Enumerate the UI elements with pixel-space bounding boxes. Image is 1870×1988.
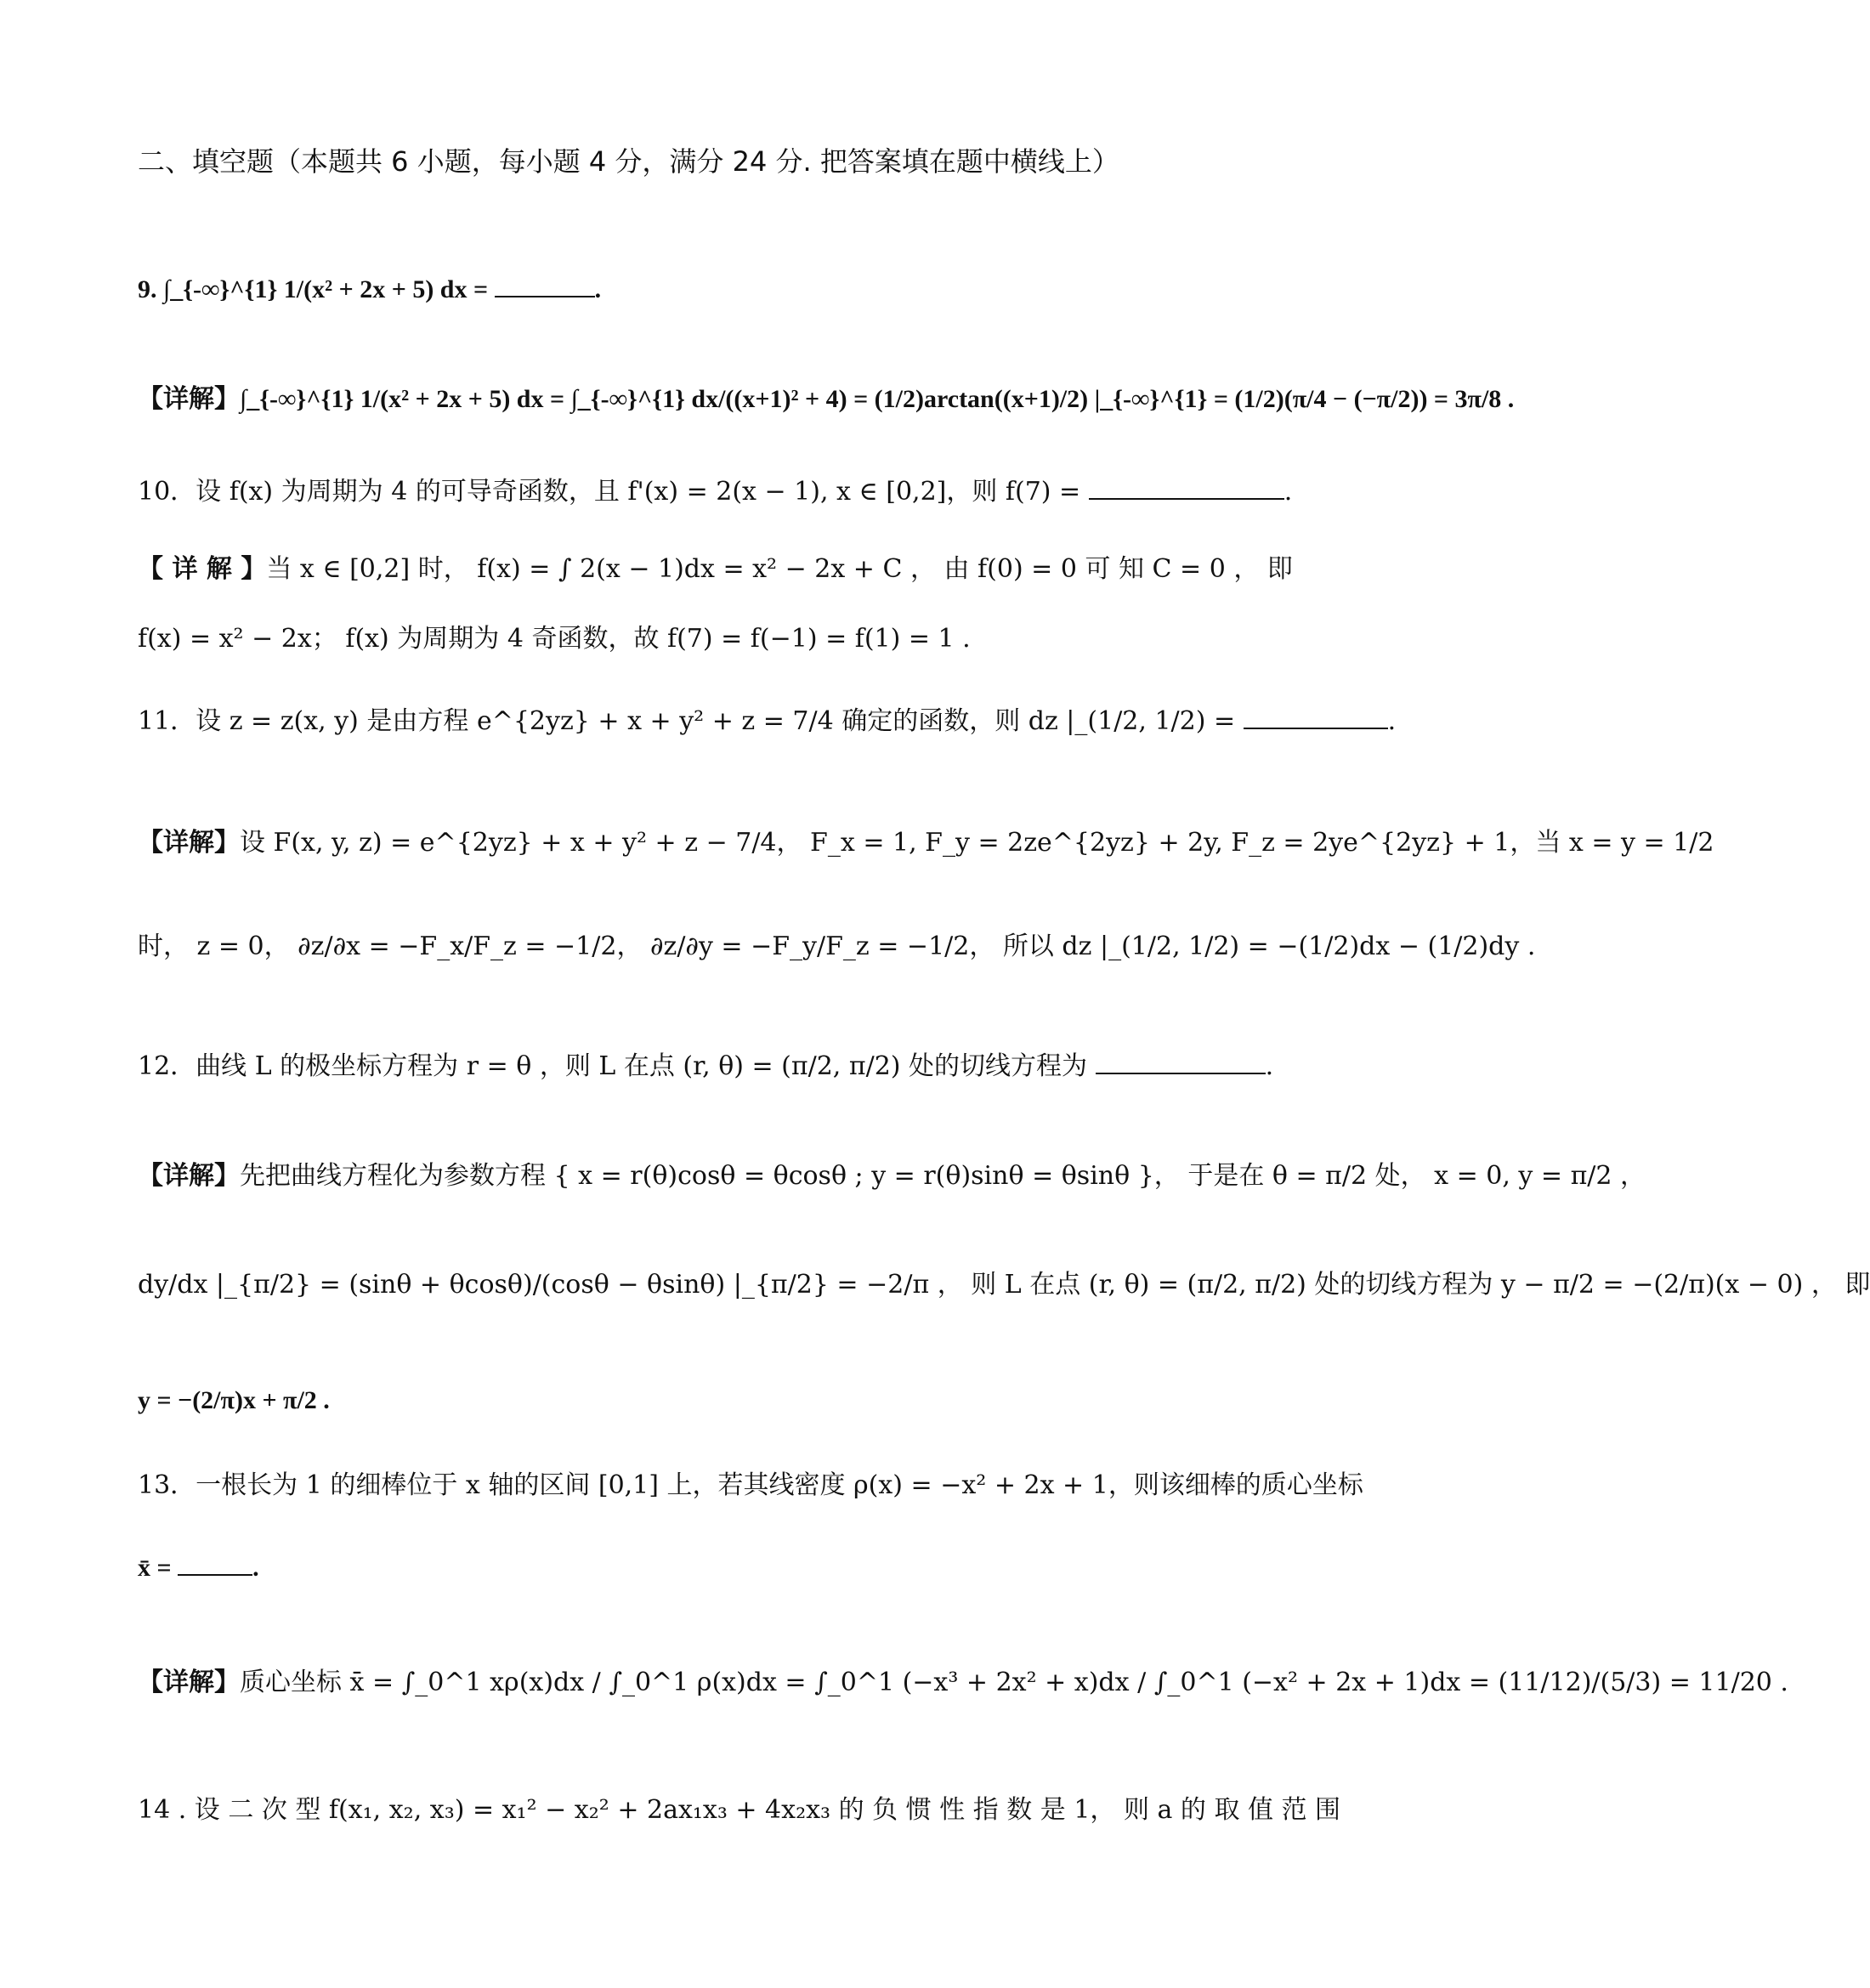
problem-10-text: 10．设 f(x) 为周期为 4 的可导奇函数，且 f'(x) = 2(x − 1), x ∈ [0,2]，则 f(7) =: [138, 477, 1081, 507]
section-heading: 二、填空题（本题共 6 小题，每小题 4 分，满分 24 分. 把答案填在题中横线上）: [138, 145, 1119, 178]
problem-9-detail-line-1: ∫_{-∞}^{1} 1/(x² + 2x + 5) dx = ∫_{-∞}^{1} dx/((x+1)² + 4) = (1/2)arctan((x+1)/2) |_{-∞}^{1} = (1/2)(π/4 − (−π/2)) = 3π/8 .: [240, 385, 1515, 413]
problem-13-detail-line-1: 质心坐标 x̄ = ∫_0^1 xρ(x)dx / ∫_0^1 ρ(x)dx = ∫_0^1 (−x³ + 2x² + x)dx / ∫_0^1 (−x² + 2x + 1)dx = (11/12)/(5/3) = 11/20 .: [240, 1668, 1788, 1697]
detail-label: 【详解】: [138, 1668, 240, 1697]
detail-label: 【 详 解 】: [138, 554, 267, 584]
problem-10-detail-2: f(x) = x² − 2x； f(x) 为周期为 4 奇函数，故 f(7) = f(−1) = f(1) = 1 .: [138, 624, 971, 654]
problem-13-detail: [138, 1664, 1788, 1702]
problem-13-question-cont-text: x̄ =: [138, 1554, 172, 1582]
problem-12-detail-1: [138, 1158, 1646, 1195]
problem-9-detail: [138, 381, 1515, 418]
problem-9-text: 9. ∫_{-∞}^{1} 1/(x² + 2x + 5) dx =: [138, 275, 489, 303]
detail-label: 【详解】: [138, 828, 240, 858]
detail-label: 【详解】: [138, 384, 240, 414]
problem-12-detail-line-1: 先把曲线方程化为参数方程 { x = r(θ)cosθ = θcosθ ; y = r(θ)sinθ = θsinθ }， 于是在 θ = π/2 处， x = 0, y = π/2 ，: [240, 1161, 1646, 1191]
answer-blank-11: [1244, 702, 1388, 729]
problem-9-question: 9. ∫_{-∞}^{1} 1/(x² + 2x + 5) dx = .: [138, 270, 1277, 309]
problem-13-question: 13．一根长为 1 的细棒位于 x 轴的区间 [0,1] 上，若其线密度 ρ(x) = −x² + 2x + 1，则该细棒的质心坐标: [138, 1470, 1363, 1500]
problem-12-text: 12．曲线 L 的极坐标方程为 r = θ ，则 L 在点 (r, θ) = (π/2, π/2) 处的切线方程为: [138, 1051, 1088, 1081]
problem-10-detail-1: [138, 551, 1293, 588]
problem-10-question: 10．设 f(x) 为周期为 4 的可导奇函数，且 f'(x) = 2(x − 1), x ∈ [0,2]，则 f(7) = .: [138, 473, 1277, 511]
problem-13-question-cont: x̄ = .: [138, 1549, 1277, 1587]
problem-11-detail-line-1: 设 F(x, y, z) = e^{2yz} + x + y² + z − 7/4， F_x = 1, F_y = 2ze^{2yz} + 2y, F_z = 2ye^{2yz} + 1，当 x = y = 1/2: [240, 828, 1714, 858]
problem-12-detail-3: y = −(2/π)x + π/2 .: [138, 1386, 330, 1414]
answer-blank-13: [178, 1549, 252, 1576]
answer-blank-9: [495, 270, 595, 297]
problem-11-detail-2: 时， z = 0， ∂z/∂x = −F_x/F_z = −1/2， ∂z/∂y = −F_y/F_z = −1/2， 所以 dz |_(1/2, 1/2) = −(1/2)dx − (1/2)dy .: [138, 932, 1536, 961]
problem-11-detail-1: [138, 824, 1714, 862]
answer-blank-12: [1096, 1047, 1266, 1074]
problem-11-text: 11．设 z = z(x, y) 是由方程 e^{2yz} + x + y² + z = 7/4 确定的函数，则 dz |_(1/2, 1/2) =: [138, 706, 1236, 736]
problem-11-question: 11．设 z = z(x, y) 是由方程 e^{2yz} + x + y² + z = 7/4 确定的函数，则 dz |_(1/2, 1/2) = .: [138, 702, 1277, 740]
problem-14-question: 14 . 设 二 次 型 f(x₁, x₂, x₃) = x₁² − x₂² + 2ax₁x₃ + 4x₂x₃ 的 负 惯 性 指 数 是 1， 则 a 的 取 值 范 围: [138, 1795, 1341, 1825]
problem-10-detail-line-1: 当 x ∈ [0,2] 时， f(x) = ∫ 2(x − 1)dx = x² − 2x + C ， 由 f(0) = 0 可 知 C = 0 ， 即: [266, 554, 1293, 584]
problem-12-detail-2: dy/dx |_{π/2} = (sinθ + θcosθ)/(cosθ − θsinθ) |_{π/2} = −2/π ， 则 L 在点 (r, θ) = (π/2, π/2) 处的切线方程为 y − π/2 = −(2/π)(x − 0) ， 即: [138, 1270, 1870, 1300]
detail-label: 【详解】: [138, 1161, 240, 1191]
problem-12-question: 12．曲线 L 的极坐标方程为 r = θ ，则 L 在点 (r, θ) = (π/2, π/2) 处的切线方程为 .: [138, 1047, 1277, 1085]
answer-blank-10: [1089, 473, 1284, 500]
